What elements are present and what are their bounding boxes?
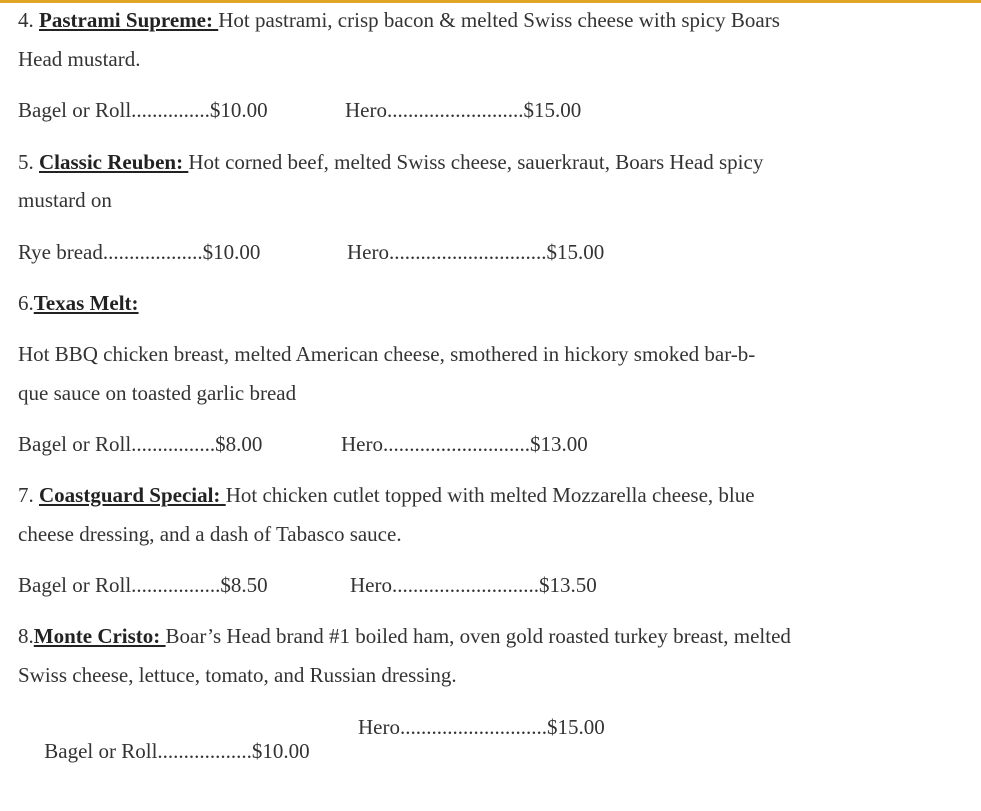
item-description-cont: mustard on xyxy=(18,188,112,212)
item-number: 5. xyxy=(18,150,39,174)
price-row xyxy=(18,715,718,811)
price-hero: Hero..........................$15.00 xyxy=(345,98,582,122)
menu-item-6-heading xyxy=(18,291,139,315)
item-number: 6. xyxy=(18,291,34,315)
price-row xyxy=(18,573,718,597)
item-description: Hot pastrami, crisp bacon & melted Swiss cheese with spicy Boars xyxy=(218,8,780,32)
price-bagel: Bagel or Roll...............$10.00 xyxy=(18,98,268,122)
price-bagel: Bagel or Roll.................$8.50 xyxy=(18,573,268,597)
price-row xyxy=(18,98,718,122)
item-description: Boar’s Head brand #1 boiled ham, oven gold roasted turkey breast, melted xyxy=(165,624,791,648)
item-number: 7. xyxy=(18,483,39,507)
price-hero: Hero............................$13.50 xyxy=(350,573,597,597)
price-hero: Hero..............................$15.00 xyxy=(347,240,605,264)
menu-item-5-heading xyxy=(18,150,763,174)
item-title: Pastrami Supreme: xyxy=(39,8,219,32)
item-description-cont: cheese dressing, and a dash of Tabasco sauce. xyxy=(18,522,402,546)
item-number: 4. xyxy=(18,8,39,32)
price-row xyxy=(18,432,718,456)
item-title: Monte Cristo: xyxy=(33,624,166,648)
item-title: Texas Melt: xyxy=(33,291,139,315)
item-description-cont: que sauce on toasted garlic bread xyxy=(18,381,297,405)
price-bagel: Bagel or Roll................$8.00 xyxy=(18,432,263,456)
accent-top-border xyxy=(0,0,981,3)
item-description-cont: Swiss cheese, lettuce, tomato, and Russian dressing. xyxy=(18,663,457,687)
menu-item-8-heading xyxy=(18,624,791,648)
price-hero: Hero............................$15.00 xyxy=(358,715,605,739)
item-description: Hot chicken cutlet topped with melted Mozzarella cheese, blue xyxy=(225,483,755,507)
price-rye: Rye bread...................$10.00 xyxy=(18,240,261,264)
item-description-cont: Head mustard. xyxy=(18,47,141,71)
item-title: Coastguard Special: xyxy=(39,483,226,507)
item-description: Hot BBQ chicken breast, melted American cheese, smothered in hickory smoked bar-b- xyxy=(18,342,756,366)
menu-item-7-heading xyxy=(18,483,755,507)
item-title: Classic Reuben: xyxy=(39,150,189,174)
menu-item-4-heading xyxy=(18,8,780,32)
price-hero: Hero............................$13.00 xyxy=(341,432,588,456)
item-description: Hot corned beef, melted Swiss cheese, sauerkraut, Boars Head spicy xyxy=(188,150,764,174)
price-row xyxy=(18,240,718,264)
price-bagel: Bagel or Roll..................$10.00 xyxy=(39,739,310,763)
item-number: 8. xyxy=(18,624,34,648)
